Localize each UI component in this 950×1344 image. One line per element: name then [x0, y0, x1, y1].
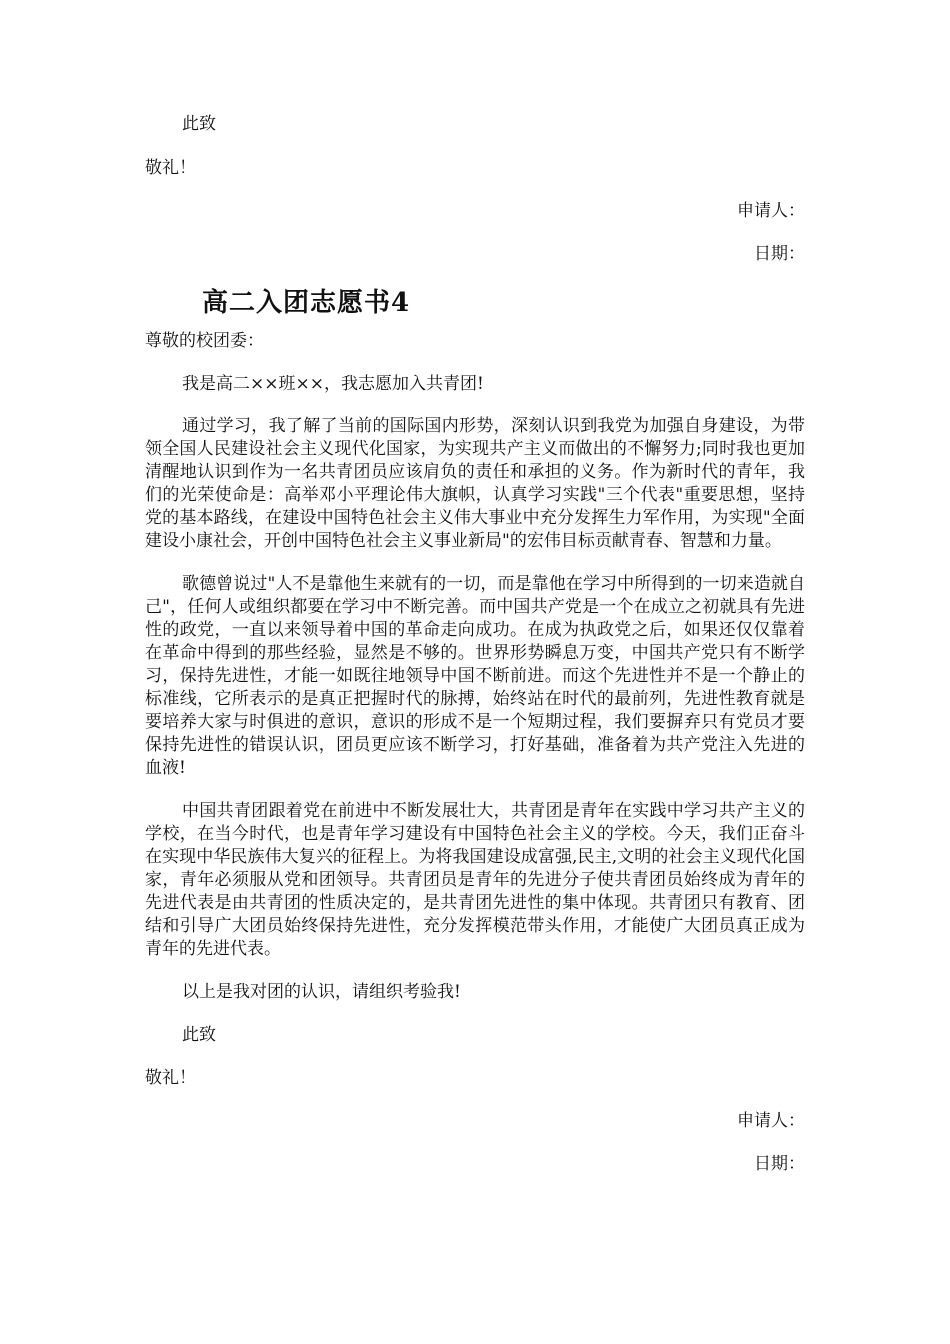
letter-paragraph-1: 我是高二××班××，我志愿加入共青团!: [182, 374, 484, 394]
letter-title: 高二入团志愿书4: [202, 288, 411, 318]
prev-applicant-label: 申请人：: [737, 201, 805, 221]
letter-closing: 此致: [182, 1025, 216, 1045]
letter-paragraph-4: 中国共青团跟着党在前进中不断发展壮大，共青团是青年在实践中学习共产主义的学校，在当今时代，也是青年学习建设有中国特色社会主义的学校。今天，我们正奋斗在实现中华民族伟大复兴的征程上。为将我国建设成富强,民主,文明的社会主义现代化国家，青年必须服从党和团领导。共青团员是青年的先进分子使共青团员始终成为青年的先进代表是由共青团的性质决定的，是共青团先进性的集中体现。共青团只有教育、团结和引导广大团员始终保持先进性，充分发挥模范带头作用，才能使广大团员真正成为青年的先进代表。: [145, 801, 805, 959]
letter-greeting: 尊敬的校团委：: [145, 331, 264, 351]
letter-applicant-label: 申请人：: [737, 1111, 805, 1131]
letter-date-label: 日期：: [754, 1154, 805, 1174]
prev-date-label: 日期：: [754, 244, 805, 264]
letter-paragraph-5: 以上是我对团的认识，请组织考验我!: [182, 982, 461, 1002]
prev-salute: 敬礼！: [145, 158, 196, 178]
document-body: [145, 113, 805, 1176]
prev-closing: 此致: [182, 114, 216, 134]
letter-paragraph-3: 歌德曾说过"人不是靠他生来就有的一切，而是靠他在学习中所得到的一切来造就自己"，任何人或组织都要在学习中不断完善。而中国共产党是一个在成立之初就具有先进性的政党，一直以来领导着中国的革命走向成功。在成为执政党之后，如果还仅仅靠着在革命中得到的那些经验，显然是不够的。世界形势瞬息万变，中国共产党只有不断学习，保持先进性，才能一如既往地领导中国不断前进。而这个先进性并不是一个静止的标准线，它所表示的是真正把握时代的脉搏，始终站在时代的最前列，先进性教育就是要培养大家与时俱进的意识，意识的形成不是一个短期过程，我们要摒弃只有党员才要保持先进性的错误认识，团员更应该不断学习，打好基础，准备着为共产党注入先进的血液!: [145, 574, 805, 778]
letter-salute: 敬礼！: [145, 1068, 196, 1088]
letter-paragraph-2: 通过学习，我了解了当前的国际国内形势，深刻认识到我党为加强自身建设，为带领全国人民建设社会主义现代化国家，为实现共产主义而做出的不懈努力;同时我也更加清醒地认识到作为一名共青团员应该肩负的责任和承担的义务。作为新时代的青年，我们的光荣使命是：高举邓小平理论伟大旗帜，认真学习实践"三个代表"重要思想，坚持党的基本路线，在建设中国特色社会主义伟大事业中充分发挥生力军作用，为实现"全面建设小康社会，开创中国特色社会主义事业新局"的宏伟目标贡献青春、智慧和力量。: [145, 416, 805, 551]
